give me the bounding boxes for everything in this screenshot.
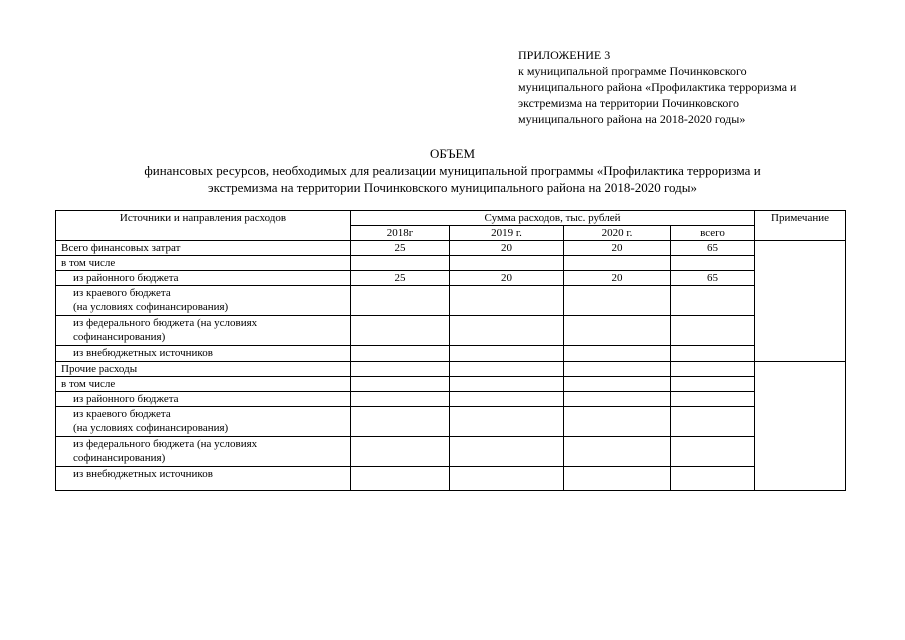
value-total: 65 xyxy=(671,271,755,286)
table-row xyxy=(56,362,846,377)
note-cell xyxy=(755,362,846,491)
value-cell xyxy=(351,256,450,271)
row-label xyxy=(56,316,351,346)
title-line: финансовых ресурсов, необходимых для реализации муниципальной программы «Профилактика терроризма и xyxy=(144,163,761,178)
title-line: экстремизма на территории Починковского муниципального района на 2018-2020 годы» xyxy=(208,180,697,195)
value-cell xyxy=(450,316,564,346)
row-label-line: софинансирования) xyxy=(73,452,166,464)
appendix-block xyxy=(518,47,796,127)
row-label xyxy=(56,467,351,491)
row-label-line: в том числе xyxy=(61,378,116,390)
value-cell xyxy=(564,316,671,346)
value-cell xyxy=(564,286,671,316)
row-label xyxy=(56,271,351,286)
row-label-line: из краевого бюджета xyxy=(73,408,171,420)
document-title xyxy=(0,145,905,196)
value-cell: 20 xyxy=(450,241,564,256)
value-cell: 25 xyxy=(351,241,450,256)
header-sum: Сумма расходов, тыс. рублей xyxy=(351,211,755,226)
table-row xyxy=(56,241,846,256)
row-label xyxy=(56,241,351,256)
appendix-line: муниципального района «Профилактика терроризма и xyxy=(518,80,797,94)
title-heading: ОБЪЕМ xyxy=(429,146,476,161)
row-label xyxy=(56,256,351,271)
value-cell xyxy=(450,392,564,407)
value-cell xyxy=(351,362,450,377)
value-cell xyxy=(450,407,564,437)
row-label-line: из районного бюджета xyxy=(73,272,179,284)
value-total xyxy=(671,437,755,467)
row-label xyxy=(56,346,351,362)
row-label-line: из краевого бюджета xyxy=(73,287,171,299)
value-total xyxy=(671,316,755,346)
row-label xyxy=(56,437,351,467)
header-total: всего xyxy=(671,226,755,241)
note-cell xyxy=(755,241,846,362)
row-label-line: из районного бюджета xyxy=(73,393,179,405)
value-cell: 20 xyxy=(450,271,564,286)
row-label xyxy=(56,392,351,407)
table-row xyxy=(56,346,846,362)
row-label-line: из внебюджетных источников xyxy=(73,347,213,359)
value-cell xyxy=(564,437,671,467)
table-row xyxy=(56,286,846,316)
value-cell xyxy=(564,362,671,377)
value-cell xyxy=(450,467,564,491)
row-label-line: из федерального бюджета (на условиях xyxy=(73,317,258,329)
value-cell xyxy=(564,392,671,407)
value-total xyxy=(671,392,755,407)
table-row xyxy=(56,271,846,286)
value-total xyxy=(671,467,755,491)
value-cell xyxy=(351,377,450,392)
header-note: Примечание xyxy=(755,211,846,241)
value-cell xyxy=(450,256,564,271)
table-row xyxy=(56,407,846,437)
value-cell xyxy=(351,346,450,362)
row-label-line: софинансирования) xyxy=(73,331,166,343)
value-total xyxy=(671,286,755,316)
value-cell: 25 xyxy=(351,271,450,286)
header-year: 2020 г. xyxy=(564,226,671,241)
value-cell xyxy=(450,286,564,316)
value-cell xyxy=(351,286,450,316)
value-cell xyxy=(564,377,671,392)
appendix-line: ПРИЛОЖЕНИЕ 3 xyxy=(518,48,611,62)
value-cell xyxy=(564,346,671,362)
value-total xyxy=(671,346,755,362)
row-label-line: из внебюджетных источников xyxy=(73,468,213,480)
table-row xyxy=(56,467,846,491)
row-label-line: Прочие расходы xyxy=(61,363,138,375)
header-source: Источники и направления расходов xyxy=(56,211,351,241)
table-row xyxy=(56,316,846,346)
table-row xyxy=(56,437,846,467)
row-label-line: из федерального бюджета (на условиях xyxy=(73,438,258,450)
appendix-line: муниципального района на 2018-2020 годы» xyxy=(518,112,746,126)
value-cell xyxy=(564,256,671,271)
value-total xyxy=(671,362,755,377)
finance-table xyxy=(55,210,846,491)
table-row xyxy=(56,377,846,392)
value-cell xyxy=(450,362,564,377)
appendix-line: к муниципальной программе Починковского xyxy=(518,64,747,78)
table-row xyxy=(56,392,846,407)
row-label-line: (на условиях софинансирования) xyxy=(73,422,229,434)
value-total: 65 xyxy=(671,241,755,256)
table-row xyxy=(56,256,846,271)
value-cell xyxy=(450,377,564,392)
header-year: 2019 г. xyxy=(450,226,564,241)
row-label-line: в том числе xyxy=(61,257,116,269)
table-body xyxy=(56,241,846,491)
row-label xyxy=(56,377,351,392)
value-cell xyxy=(351,316,450,346)
value-total xyxy=(671,407,755,437)
value-cell xyxy=(450,437,564,467)
row-label xyxy=(56,362,351,377)
header-year: 2018г xyxy=(351,226,450,241)
value-cell xyxy=(351,392,450,407)
value-cell xyxy=(351,467,450,491)
value-cell xyxy=(564,467,671,491)
row-label-line: (на условиях софинансирования) xyxy=(73,301,229,313)
value-cell: 20 xyxy=(564,241,671,256)
appendix-line: экстремизма на территории Починковского xyxy=(518,96,740,110)
value-total xyxy=(671,377,755,392)
row-label xyxy=(56,407,351,437)
value-cell xyxy=(351,437,450,467)
value-total xyxy=(671,256,755,271)
value-cell xyxy=(351,407,450,437)
row-label-line: Всего финансовых затрат xyxy=(61,242,181,254)
row-label xyxy=(56,286,351,316)
value-cell xyxy=(564,407,671,437)
value-cell xyxy=(450,346,564,362)
value-cell: 20 xyxy=(564,271,671,286)
